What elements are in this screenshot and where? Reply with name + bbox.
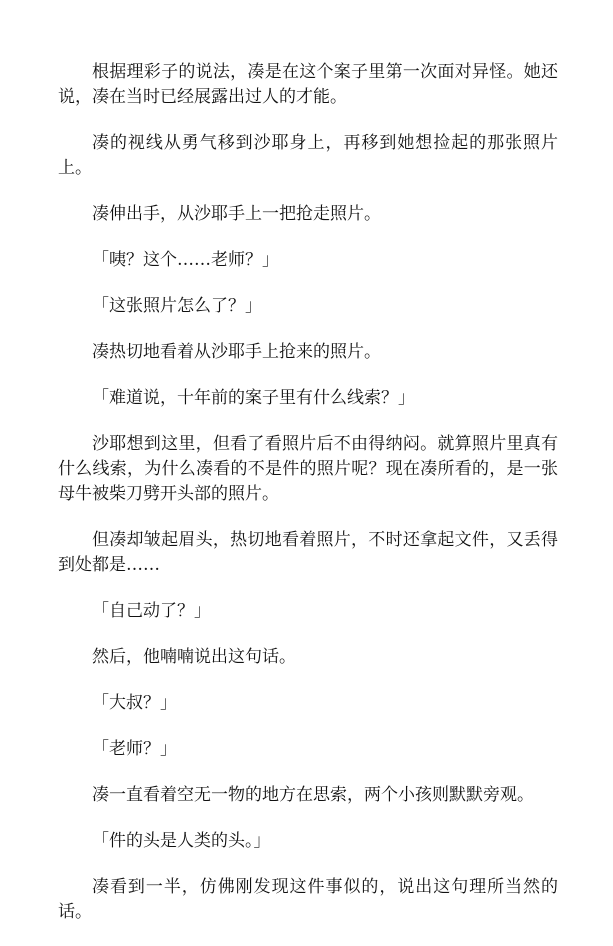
dialogue-line: 「大叔？」 [92,693,177,713]
paragraph: 凑看到一半，仿佛刚发现这件事似的，说出这句理所当然的话。 [58,877,558,922]
page-body [58,60,558,946]
paragraph: 沙耶想到这里，但看了看照片后不由得纳闷。就算照片里真有什么线索，为什么凑看的不是件的照片呢？现在凑所看的，是一张母牛被柴刀劈开头部的照片。 [58,434,558,504]
paragraph: 凑一直看着空无一物的地方在思索，两个小孩则默默旁观。 [92,785,534,805]
paragraph: 然后，他喃喃说出这句话。 [92,647,296,667]
dialogue-line: 「这张照片怎么了？」 [92,296,262,316]
dialogue-line: 「老师？」 [92,739,177,759]
dialogue-line: 「件的头是人类的头。」 [92,831,271,851]
dialogue-line: 「难道说，十年前的案子里有什么线索？」 [92,388,415,408]
paragraph: 但凑却皱起眉头，热切地看着照片，不时还拿起文件，又丢得到处都是…… [58,530,558,575]
paragraph: 凑热切地看着从沙耶手上抢来的照片。 [92,342,381,362]
paragraph: 根据理彩子的说法，凑是在这个案子里第一次面对异怪。她还说，凑在当时已经展露出过人的才能。 [58,62,558,107]
paragraph: 凑的视线从勇气移到沙耶身上，再移到她想捡起的那张照片上。 [58,133,558,178]
dialogue-line: 「咦？这个……老师？」 [92,250,279,270]
dialogue-line: 「自己动了？」 [92,601,211,621]
paragraph: 凑伸出手，从沙耶手上一把抢走照片。 [92,204,381,224]
